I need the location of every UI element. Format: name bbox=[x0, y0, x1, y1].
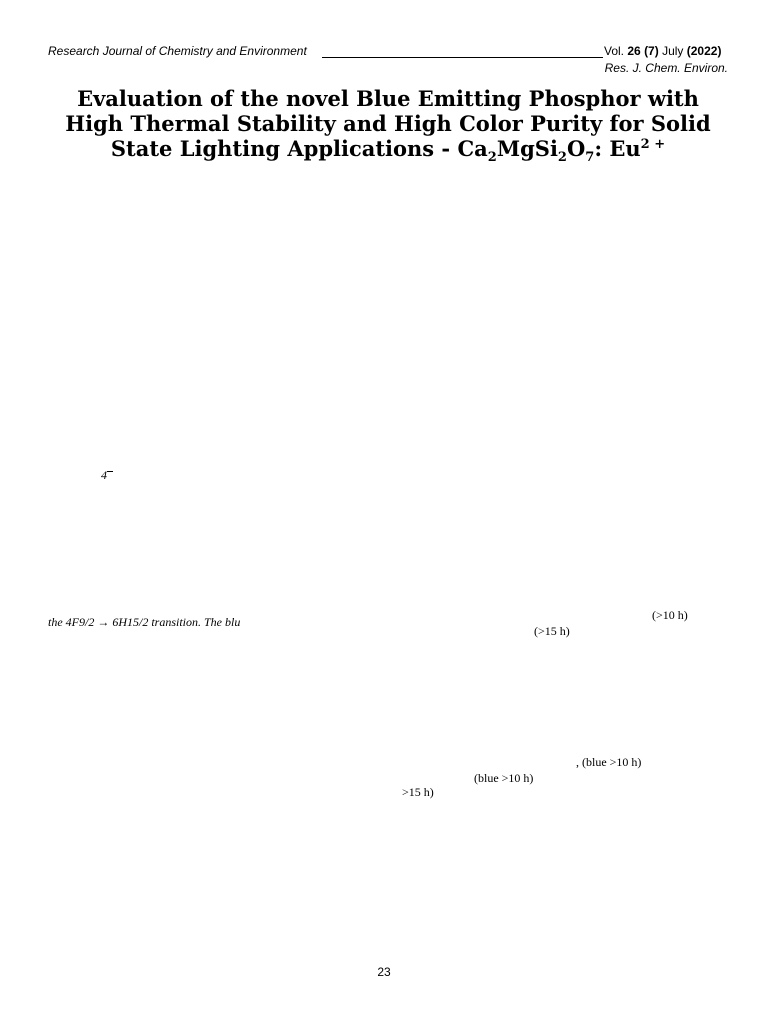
title-part-3: O bbox=[566, 136, 586, 161]
fragment-gt15-a: (>15 h) bbox=[534, 624, 570, 638]
fragment-four: 4 bbox=[101, 468, 113, 483]
title-superscript: 2 + bbox=[640, 137, 666, 152]
vol-prefix: Vol. bbox=[604, 44, 628, 58]
fragment-gt10-a: (>10 h) bbox=[652, 608, 688, 622]
paper-title bbox=[40, 86, 736, 166]
fragment-blue10-b: (blue >10 h) bbox=[474, 771, 534, 785]
fragment-gt15-b: >15 h) bbox=[402, 785, 434, 799]
overline-mark bbox=[107, 471, 113, 472]
month: July bbox=[658, 44, 687, 58]
title-sub-2: 2 bbox=[557, 150, 567, 166]
year: (2022) bbox=[686, 44, 722, 58]
fragment-transition: the 4F9/2 → 6H15/2 transition. The blu bbox=[48, 615, 241, 629]
page-number: 23 bbox=[377, 965, 391, 979]
title-line-1: Evaluation of the novel Blue Emitting Phosphor with bbox=[77, 86, 699, 111]
title-sub-1: 2 bbox=[487, 150, 497, 166]
journal-volume bbox=[604, 44, 721, 58]
title-part-4: : Eu bbox=[594, 136, 641, 161]
fragment-blue10-a: , (blue >10 h) bbox=[576, 755, 642, 769]
journal-name: Research Journal of Chemistry and Environment bbox=[48, 44, 307, 58]
journal-abbreviation: Res. J. Chem. Environ. bbox=[604, 61, 728, 75]
title-sub-3: 7 bbox=[585, 150, 595, 166]
title-part-2: MgSi bbox=[496, 136, 558, 161]
title-line-3 bbox=[40, 136, 736, 166]
title-line-2: High Thermal Stability and High Color Purity for Solid bbox=[65, 111, 711, 136]
header-rule bbox=[322, 57, 603, 58]
issue-number: (7) bbox=[644, 44, 659, 58]
volume-number: 26 bbox=[627, 44, 641, 58]
title-line-3-text: State Lighting Applications - Ca bbox=[110, 136, 488, 161]
